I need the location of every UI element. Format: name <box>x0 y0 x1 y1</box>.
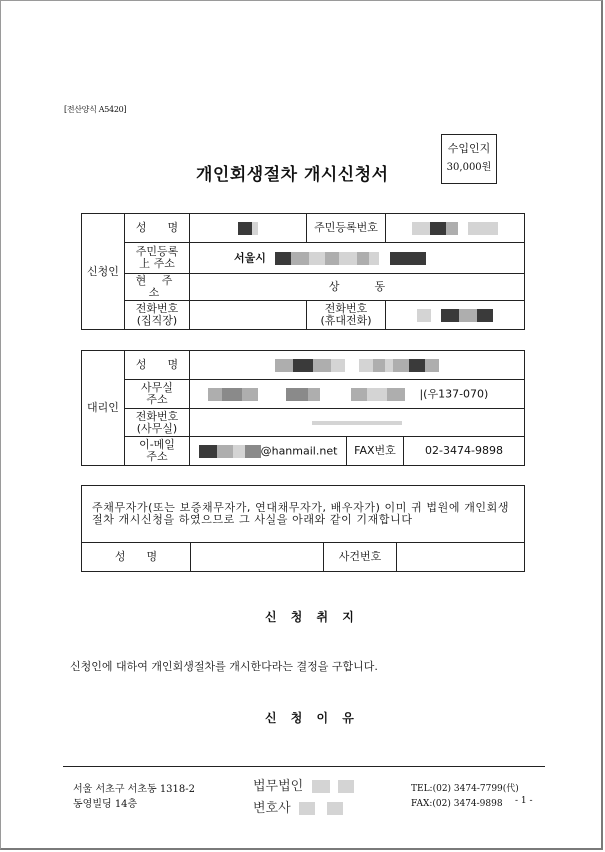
rrn-value <box>386 214 525 243</box>
agent-table <box>81 350 525 466</box>
office-zip: |(우137-070) <box>419 387 489 400</box>
case-number-value <box>397 543 525 572</box>
revenue-stamp-box <box>441 134 497 184</box>
fax-value: 02-3474-9898 <box>404 437 525 466</box>
current-address-value: 상 동 <box>190 274 525 301</box>
home-phone-value <box>190 301 307 330</box>
petition-body: 신청인에 대하여 개인회생절차를 개시한다라는 결정을 구합니다. <box>70 660 378 673</box>
agent-name-value <box>190 351 525 380</box>
agent-section-label: 대리인 <box>82 351 125 466</box>
email-value <box>190 437 347 466</box>
debtor-statement-table <box>81 485 525 572</box>
document-title: 개인회생절차 개시신청서 <box>196 165 389 185</box>
debtor-statement-text: 주채무자가(또는 보증채무자가, 연대채무자가, 배우자가) 이미 귀 법원에 개인회생절차 개시신청을 하였으므로 그 사실을 아래와 같이 기재합니다 <box>82 486 525 543</box>
mobile-phone-value <box>386 301 525 330</box>
office-address-value <box>190 380 525 409</box>
footer-contact: TEL:(02) 3474-7799(代) FAX:(02) 3474-9898 <box>411 784 519 809</box>
debtor-name-label: 성 명 <box>82 543 191 572</box>
home-phone-label: 전화번호 (집직장) <box>125 301 190 330</box>
registered-address-label: 주민등록 上 주소 <box>125 243 190 274</box>
mobile-phone-label: 전화번호 (휴대전화) <box>307 301 386 330</box>
stamp-amount: 30,000원 <box>446 162 492 173</box>
footer-divider <box>63 766 545 767</box>
email-label: 이-메일 주소 <box>125 437 190 466</box>
footer-address: 서울 서초구 서초동 1318-2 동영빌딩 14층 <box>73 784 196 810</box>
applicant-table <box>81 213 525 330</box>
office-address-label: 사무실 주소 <box>125 380 190 409</box>
debtor-name-value <box>191 543 324 572</box>
footer-firm: 법무법인 변호사 <box>253 776 354 820</box>
registered-address-value: 서울시 <box>190 243 525 274</box>
fax-label: FAX번호 <box>347 437 404 466</box>
rrn-label: 주민등록번호 <box>307 214 386 243</box>
office-phone-value <box>190 409 525 437</box>
applicant-name-value <box>190 214 307 243</box>
email-domain: @hanmail.net <box>260 444 338 457</box>
petition-heading: 신 청 취 지 <box>265 610 359 624</box>
case-number-label: 사건번호 <box>324 543 397 572</box>
applicant-name-label: 성 명 <box>125 214 190 243</box>
form-code: [전산양식 A5420] <box>64 105 127 114</box>
reason-heading: 신 청 이 유 <box>265 711 359 725</box>
office-phone-label: 전화번호 (사무실) <box>125 409 190 437</box>
stamp-label: 수입인지 <box>447 142 491 155</box>
page-number: - 1 - <box>515 796 533 806</box>
agent-name-label: 성 명 <box>125 351 190 380</box>
current-address-label: 현 주 소 <box>125 274 190 301</box>
applicant-section-label: 신청인 <box>82 214 125 330</box>
